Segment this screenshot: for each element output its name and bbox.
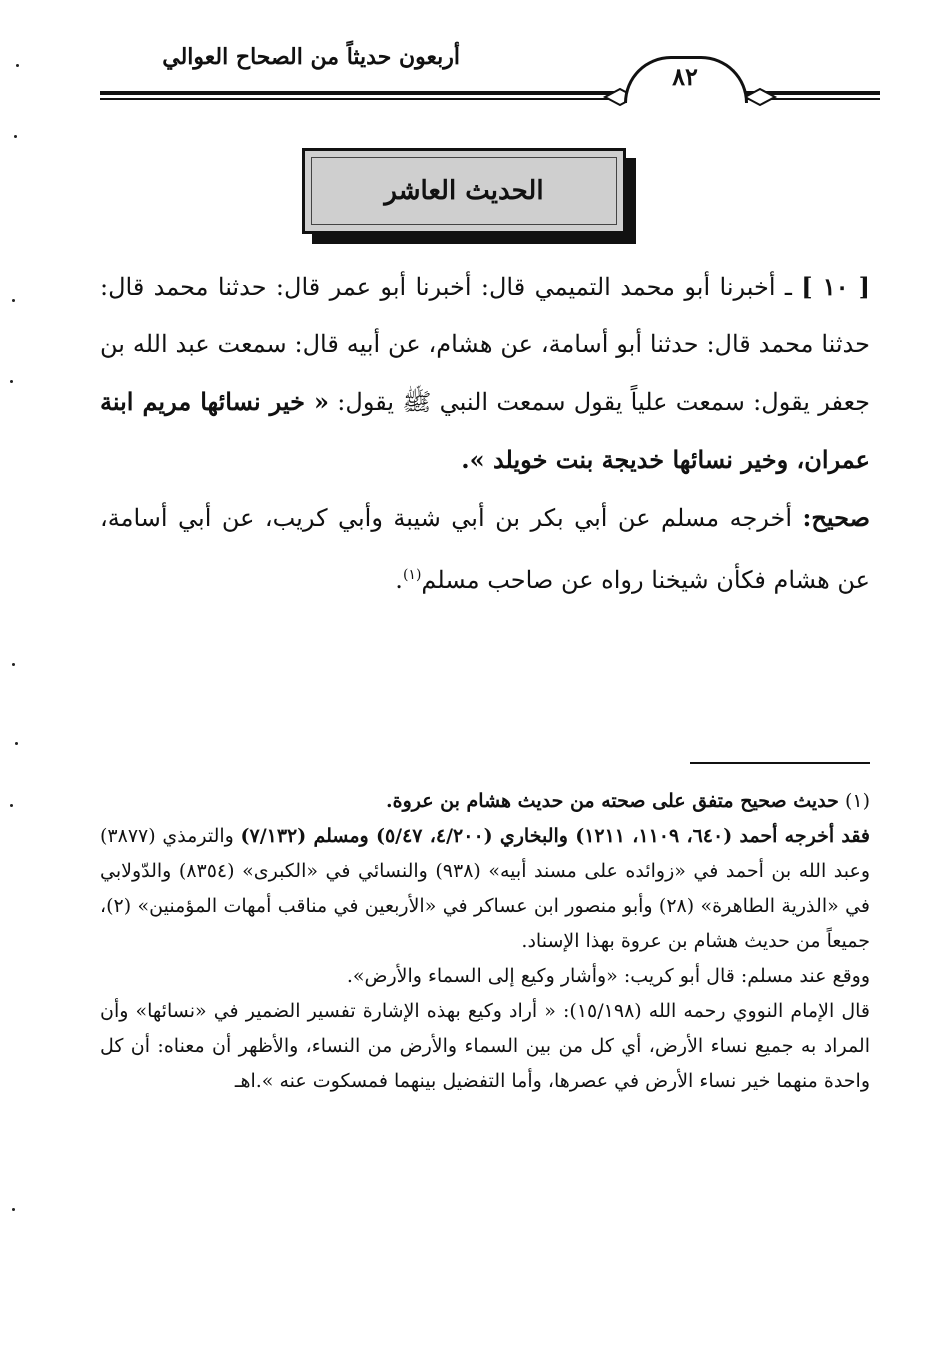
section-title: الحديث العاشر (384, 176, 544, 206)
hadith-body (100, 258, 870, 609)
margin-dot (12, 1208, 15, 1211)
grade-label: صحيح: (802, 503, 870, 532)
grade-text: أخرجه مسلم عن أبي بكر بن أبي شيبة وأبي كريب، عن أبي أسامة، عن هشام فكأن شيخنا رواه عن صاحب مسلم (100, 504, 870, 594)
margin-dot (10, 804, 13, 807)
hadith-matn: « خير نسائها مريم ابنة عمران، وخير نسائها خديجة بنت خويلد ». (100, 387, 870, 474)
footnote-separator (690, 762, 870, 764)
hadith-isnad: ـ أخبرنا أبو محمد التميمي قال: أخبرنا أبو عمر قال: حدثنا محمد قال: حدثنا محمد قال: حدثنا أبو أسامة، عن هشام، عن أبيه قال: سمعت عبد الله بن جعفر يقول: سمعت علياً يقول سمعت النبي ﷺ يقول: (100, 273, 870, 416)
margin-dot (12, 663, 15, 666)
footnote-marker: (١) (844, 790, 870, 812)
section-title-box (302, 148, 626, 234)
footnote-heading (100, 784, 870, 819)
page-number: ٨٢ (672, 62, 698, 91)
header-rule (100, 86, 880, 108)
footnote-ref[interactable]: (١) (402, 567, 422, 583)
grade-paragraph (100, 489, 870, 609)
margin-dot (15, 742, 18, 745)
footnote-heading-text: حديث صحيح متفق على صحته من حديث هشام بن عروة. (386, 790, 839, 812)
margin-dot (10, 380, 13, 383)
margin-dot (16, 64, 19, 67)
margin-dot (14, 135, 17, 138)
hadith-number: [ ١٠ ] (801, 272, 871, 301)
running-title: أربعون حديثاً من الصحاح العوالي (162, 44, 460, 70)
footnote-paragraph-2: ووقع عند مسلم: قال أبو كريب: «وأشار وكيع إلى السماء والأرض». (346, 965, 870, 987)
footnote-sources-bold: فقد أخرجه أحمد (٦٤٠، ١١٠٩، ١٢١١) والبخاري (٤/٢٠٠، ٥/٤٧) ومسلم (٧/١٣٢) (240, 825, 871, 847)
grade-end: . (395, 566, 403, 594)
footnotes (100, 784, 870, 1099)
footnote-paragraph-1 (100, 819, 870, 959)
margin-dot (12, 299, 15, 302)
hadith-paragraph (100, 258, 870, 489)
footnote-paragraph-3: قال الإمام النووي رحمه الله (١٥/١٩٨): « أراد وكيع بهذه الإشارة تفسير الضمير في «نسائها» وأن المراد به جميع نساء الأرض، أي كل من بين السماء والأرض من النساء، والأظهر أن معناه: أن كل واحدة منهما خير نساء الأرض في عصرها، وأما التفضيل بينهما فمسكوت عنه ».اهـ (100, 1000, 870, 1092)
footnote-sources-rest: والترمذي (٣٨٧٧) وعبد الله بن أحمد في «زوائده على مسند أبيه» (٩٣٨) والنسائي في «الكبرى» (٨٣٥٤) والدّولابي في «الذرية الطاهرة» (٢٨) وأبو منصور ابن عساكر في «الأربعين في مناقب أمهات المؤمنين» (٢)، جميعاً من حديث هشام بن عروة بهذا الإسناد. (100, 825, 871, 952)
